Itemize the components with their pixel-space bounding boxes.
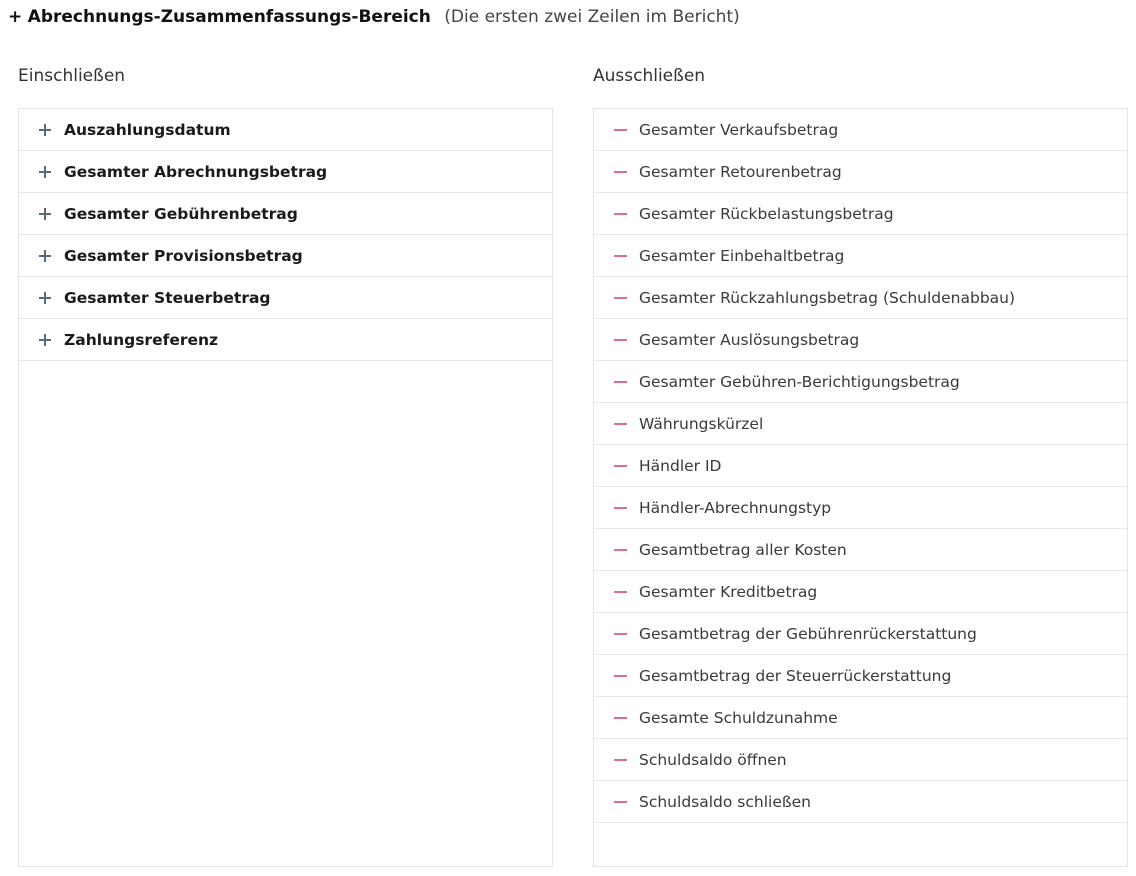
- exclude-item[interactable]: [594, 571, 1127, 613]
- exclude-item[interactable]: [594, 235, 1127, 277]
- exclude-item-label: Gesamtbetrag der Gebührenrückerstattung: [639, 624, 977, 643]
- minus-icon[interactable]: [612, 122, 628, 138]
- exclude-item-label: Gesamter Verkaufsbetrag: [639, 120, 839, 139]
- include-item-label: Auszahlungsdatum: [64, 120, 231, 139]
- include-item-label: Gesamter Steuerbetrag: [64, 288, 271, 307]
- minus-icon[interactable]: [612, 290, 628, 306]
- exclude-item-label: Währungskürzel: [639, 414, 764, 433]
- plus-icon[interactable]: [37, 164, 53, 180]
- include-title: Einschließen: [18, 66, 126, 86]
- exclude-item-label: Gesamter Rückbelastungsbetrag: [639, 204, 894, 223]
- exclude-item[interactable]: [594, 361, 1127, 403]
- exclude-item-label: Händler-Abrechnungstyp: [639, 498, 832, 517]
- section-header[interactable]: [8, 6, 740, 28]
- exclude-item-label: Gesamter Kreditbetrag: [639, 582, 818, 601]
- minus-icon[interactable]: [612, 248, 628, 264]
- minus-icon[interactable]: [612, 164, 628, 180]
- exclude-item-label: Gesamter Rückzahlungsbetrag (Schuldenabbau): [639, 288, 1016, 307]
- exclude-item-label: Händler ID: [639, 456, 722, 475]
- include-item[interactable]: [19, 235, 552, 277]
- minus-icon[interactable]: [612, 542, 628, 558]
- exclude-item[interactable]: [594, 193, 1127, 235]
- include-item-label: Gesamter Provisionsbetrag: [64, 246, 303, 265]
- exclude-item-label: Gesamte Schuldzunahme: [639, 708, 838, 727]
- section-title[interactable]: Abrechnungs-Zusammenfassungs-Bereich: [27, 7, 431, 27]
- plus-icon[interactable]: [37, 122, 53, 138]
- minus-icon[interactable]: [612, 206, 628, 222]
- exclude-item[interactable]: [594, 697, 1127, 739]
- exclude-item[interactable]: [594, 739, 1127, 781]
- plus-icon[interactable]: [37, 332, 53, 348]
- minus-icon[interactable]: [612, 458, 628, 474]
- minus-icon[interactable]: [612, 626, 628, 642]
- plus-icon[interactable]: [37, 206, 53, 222]
- minus-icon[interactable]: [612, 332, 628, 348]
- expand-toggle-icon[interactable]: +: [8, 7, 23, 27]
- plus-icon[interactable]: [37, 248, 53, 264]
- minus-icon[interactable]: [612, 752, 628, 768]
- minus-icon[interactable]: [612, 668, 628, 684]
- exclude-item[interactable]: [594, 613, 1127, 655]
- minus-icon[interactable]: [612, 500, 628, 516]
- include-list: [18, 108, 553, 867]
- exclude-column: [593, 64, 1128, 867]
- exclude-item[interactable]: [594, 487, 1127, 529]
- exclude-item-label: Gesamtbetrag aller Kosten: [639, 540, 847, 559]
- exclude-item[interactable]: [594, 277, 1127, 319]
- minus-icon[interactable]: [612, 584, 628, 600]
- include-item-label: Gesamter Abrechnungsbetrag: [64, 162, 328, 181]
- exclude-item-label: Gesamter Einbehaltbetrag: [639, 246, 845, 265]
- exclude-item[interactable]: [594, 445, 1127, 487]
- exclude-item[interactable]: [594, 781, 1127, 823]
- exclude-title: Ausschließen: [593, 66, 706, 86]
- section-subtitle: (Die ersten zwei Zeilen im Bericht): [444, 7, 740, 27]
- exclude-item[interactable]: [594, 403, 1127, 445]
- include-item-label: Gesamter Gebührenbetrag: [64, 204, 298, 223]
- minus-icon[interactable]: [612, 710, 628, 726]
- exclude-item-label: Gesamter Retourenbetrag: [639, 162, 842, 181]
- minus-icon[interactable]: [612, 374, 628, 390]
- include-item[interactable]: [19, 193, 552, 235]
- exclude-item[interactable]: [594, 151, 1127, 193]
- exclude-list: [593, 108, 1128, 867]
- include-item-label: Zahlungsreferenz: [64, 330, 219, 349]
- include-item[interactable]: [19, 151, 552, 193]
- exclude-item[interactable]: [594, 655, 1127, 697]
- include-item[interactable]: [19, 319, 552, 361]
- include-column: [18, 64, 553, 867]
- exclude-item[interactable]: [594, 319, 1127, 361]
- exclude-item-label: Schuldsaldo öffnen: [639, 750, 787, 769]
- include-item[interactable]: [19, 277, 552, 319]
- exclude-item-label: Gesamter Auslösungsbetrag: [639, 330, 860, 349]
- plus-icon[interactable]: [37, 290, 53, 306]
- include-item[interactable]: [19, 109, 552, 151]
- minus-icon[interactable]: [612, 416, 628, 432]
- exclude-item[interactable]: [594, 109, 1127, 151]
- exclude-item-label: Gesamter Gebühren-Berichtigungsbetrag: [639, 372, 960, 391]
- exclude-item-label: Gesamtbetrag der Steuerrückerstattung: [639, 666, 952, 685]
- exclude-item[interactable]: [594, 529, 1127, 571]
- minus-icon[interactable]: [612, 794, 628, 810]
- exclude-item-label: Schuldsaldo schließen: [639, 792, 811, 811]
